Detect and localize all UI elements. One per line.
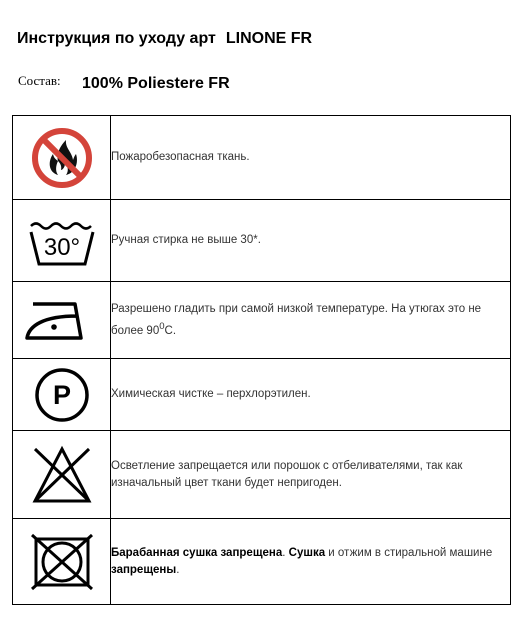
hand-wash-30-icon: [13, 214, 110, 268]
do-not-tumble-dry-icon: [13, 532, 110, 592]
composition-label: Состав:: [18, 73, 61, 88]
degree-sup: 0: [159, 320, 165, 332]
dry-clean-p-icon: [13, 366, 110, 424]
icon-cell: [13, 431, 111, 519]
icon-cell: [13, 200, 111, 282]
table-row: [13, 116, 511, 200]
do-not-bleach-icon: [13, 443, 110, 507]
page-title: [17, 30, 312, 48]
instruction-text: Пожаробезопасная ткань.: [111, 116, 511, 200]
wash-temperature-label: 30°: [43, 233, 80, 261]
table-row: [13, 200, 511, 282]
article-code: LINONE FR: [225, 30, 313, 47]
icon-cell: [13, 116, 111, 200]
icon-cell: [13, 519, 111, 605]
composition-value: 100% Poliestere FR: [82, 75, 230, 92]
table-row: [13, 359, 511, 431]
instruction-text: Осветление запрещается или порошок с отбеливателями, так как изначальный цвет ткани будет непригоден.: [111, 431, 511, 519]
instruction-text: Химическая чистке – перхлорэтилен.: [111, 359, 511, 431]
title-text: Инструкция по уходу арт: [17, 30, 216, 47]
iron-low-temperature-icon: [13, 298, 110, 342]
instruction-text: Разрешено гладить при самой низкой температуре. На утюгах это не более $90^0С$.: [111, 282, 511, 359]
table-row: [13, 431, 511, 519]
icon-cell: [13, 282, 111, 359]
dry-clean-label: P: [52, 379, 71, 410]
icon-cell: [13, 359, 111, 431]
fire-prohibited-icon: [13, 127, 110, 189]
table-row: [13, 282, 511, 359]
table-row: [13, 519, 511, 605]
care-instructions-table: [12, 115, 511, 605]
instruction-text: Барабанная сушка запрещена. Сушка и отжим в стиральной машине запрещены.: [111, 519, 511, 605]
instruction-text: Ручная стирка не выше 30*.: [111, 200, 511, 282]
